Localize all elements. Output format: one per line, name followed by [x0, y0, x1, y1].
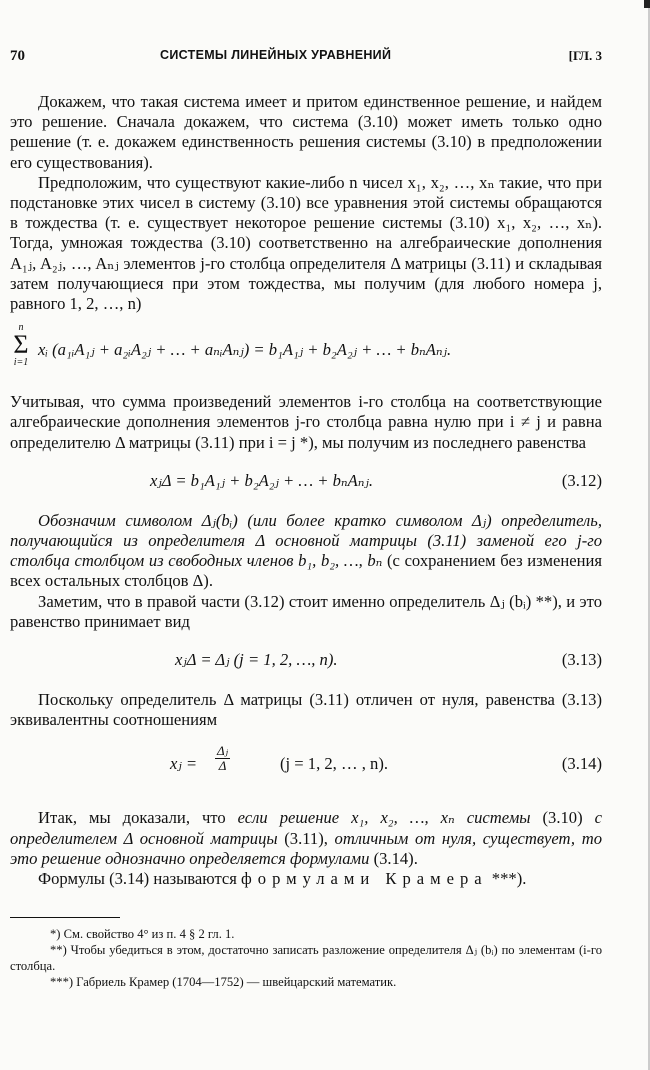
footnote-divider — [10, 917, 120, 918]
formula-3-14-fraction — [215, 744, 230, 773]
scan-corner-mark — [644, 0, 650, 8]
formula-3-12-number: (3.12) — [561, 470, 602, 490]
paragraph-cramer — [10, 869, 602, 889]
formula-3-13 — [10, 640, 602, 680]
definition-tail-text: (с сохранением без изменения всех остальных столбцов Δ). — [10, 551, 602, 591]
running-title: СИСТЕМЫ ЛИНЕЙНЫХ УРАВНЕНИЙ — [160, 48, 392, 62]
formula-3-12-expression: xⱼΔ = b₁A₁ⱼ + b₂A₂ⱼ + … + bₙAₙⱼ. — [150, 470, 374, 490]
summation-symbol — [10, 322, 32, 368]
paragraph-assumption: Предположим, что существуют какие-либо n чисел x₁, x₂, …, xₙ такие, что при подстановке этих чисел в систему (3.10) все уравнения этой системы обращаются в тождества (т. е. существует некоторое решение системы (3.10) x₁, x₂, …, xₙ). Тогда, умножая тождества (3.10) соответственно на алгебраические дополнения A₁ⱼ, A₂ⱼ, …, Aₙⱼ элементов j-го столбца определителя Δ матрицы (3.11) и складывая затем получающиеся при этом тождества, мы получим (для любого номера j, равного 1, 2, …, n) — [10, 172, 602, 314]
conclusion-italic-1: если решение x₁, x₂, …, xₙ системы — [237, 808, 531, 828]
paragraph-nonzero: Поскольку определитель Δ матрицы (3.11) отличен от нуля, равенства (3.13) эквивалентны соотношениям — [10, 690, 602, 730]
fraction-numerator: Δⱼ — [217, 743, 229, 759]
paragraph-conclusion — [10, 808, 602, 869]
conclusion-text-c: (3.11), — [277, 828, 335, 848]
fraction-denominator: Δ — [218, 758, 227, 774]
conclusion-text-d: (3.14). — [369, 848, 418, 868]
formula-3-13-expression: xⱼΔ = Δⱼ (j = 1, 2, …, n). — [175, 650, 338, 670]
conclusion-italic-3: отличным от нуля, существует, то это решение однозначно определяется формулами — [10, 828, 602, 868]
definition-italic-text: Обозначим символом Δⱼ(bᵢ) (или более кратко символом Δⱼ) определитель, получающийся из определителя Δ основной матрицы (3.11) заменой его j-го столбца столбцом из свободных членов b₁, b₂, …, bₙ — [10, 510, 602, 571]
conclusion-text-a: Итак, мы доказали, что — [38, 808, 238, 828]
formula-3-14-lhs: xⱼ = — [170, 754, 198, 774]
cramer-spaced-term: формулами Крамера — [241, 869, 488, 889]
formula-3-12 — [10, 461, 602, 501]
formula-3-14-rhs: (j = 1, 2, … , n). — [280, 754, 388, 774]
footnote-3: ***) Габриель Крамер (1704—1752) — швейцарский математик. — [50, 975, 397, 990]
book-page — [10, 0, 602, 1070]
paragraph-definition — [10, 511, 602, 592]
formula-3-14-number: (3.14) — [561, 754, 602, 774]
footnote-1: *) См. свойство 4° из п. 4 § 2 гл. 1. — [50, 927, 235, 942]
sum-upper-limit: n — [18, 322, 24, 334]
fraction — [215, 744, 230, 773]
paragraph-considering: Учитывая, что сумма произведений элементов i-го столбца на соответствующие алгебраические дополнения элементов j-го столбца равна нулю при i ≠ j и равна определителю Δ матрицы (3.11) при i = j *), мы получим из последнего равенства — [10, 392, 602, 452]
page-header — [10, 48, 602, 72]
sum-formula-body: xᵢ (a₁ᵢA₁ⱼ + a₂ᵢA₂ⱼ + … + aₙᵢAₙⱼ) = b₁A₁ⱼ + b₂A₂ⱼ + … + bₙAₙⱼ. — [38, 340, 452, 360]
formula-3-13-number: (3.13) — [561, 650, 602, 670]
page-number: 70 — [10, 48, 25, 64]
sum-lower-limit: i=1 — [13, 357, 29, 369]
cramer-text-a: Формулы (3.14) называются — [38, 869, 242, 889]
paragraph-uniqueness: Докажем, что такая система имеет и притом единственное решение, и найдем это решение. Сначала докажем, что система (3.10) может иметь только одно решение (т. е. докажем единственность решения системы (3.10) в предположении его существования). — [10, 92, 602, 172]
footnote-2: **) Чтобы убедиться в этом, достаточно записать разложение определителя Δⱼ (bᵢ) по элементам (i-го столбца. — [10, 943, 602, 974]
page-body — [10, 92, 602, 990]
formula-3-14 — [10, 738, 602, 798]
sigma-sign: Σ — [13, 330, 29, 360]
chapter-marker: [ГЛ. 3 — [568, 48, 602, 63]
conclusion-text-b: (3.10) — [530, 808, 595, 828]
sum-formula — [10, 322, 602, 382]
paragraph-remark: Заметим, что в правой части (3.12) стоит именно определитель Δⱼ (bᵢ) **), и это равенство принимает вид — [10, 591, 602, 631]
conclusion-italic-2: с определителем Δ основной матрицы — [10, 808, 603, 848]
cramer-text-b: ***). — [487, 869, 527, 889]
